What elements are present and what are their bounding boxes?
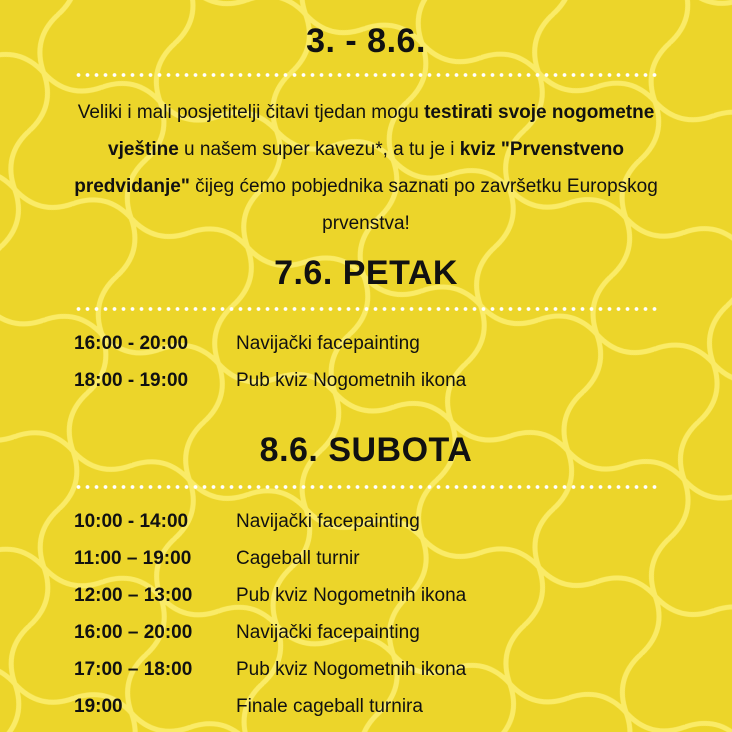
event-time: 12:00 – 13:00 [74, 585, 193, 606]
event-time: 10:00 - 14:00 [74, 511, 189, 532]
event-title: Cageball turnir [236, 548, 360, 569]
intro-bold-text: kviz "Prvenstveno predvidanje" [74, 139, 624, 197]
intro-text: u našem super kavezu*, a tu je i [178, 139, 460, 160]
schedule-row [74, 656, 694, 684]
intro-paragraph [60, 94, 672, 242]
schedule-row [74, 693, 694, 721]
intro-text: čijeg ćemo pobjednika saznati po završetku Europskog prvenstva! [189, 176, 658, 234]
schedule-row [74, 330, 694, 358]
dotted-divider [74, 73, 658, 77]
event-time: 18:00 - 19:00 [74, 370, 189, 391]
schedule-row [74, 545, 694, 573]
intro-text: Veliki i mali posjetitelji čitavi tjedan mogu [77, 102, 425, 123]
intro-heading: 3. - 8.6. [306, 22, 426, 60]
event-title: Pub kviz Nogometnih ikona [236, 659, 467, 680]
event-time: 11:00 – 19:00 [74, 548, 192, 569]
friday-heading: 7.6. PETAK [274, 254, 458, 292]
event-title: Pub kviz Nogometnih ikona [236, 370, 467, 391]
dotted-divider [74, 485, 658, 489]
event-time: 16:00 – 20:00 [74, 622, 193, 643]
dotted-divider [74, 307, 658, 311]
schedule-row [74, 619, 694, 647]
schedule-row [74, 508, 694, 536]
event-title: Finale cageball turnira [236, 696, 423, 717]
schedule-row [74, 367, 694, 395]
intro-bold-text: testirati svoje nogometne vještine [108, 102, 655, 160]
schedule-row [74, 582, 694, 610]
event-time: 19:00 [74, 696, 123, 717]
event-title: Navijački facepainting [236, 622, 420, 643]
event-time: 16:00 - 20:00 [74, 333, 189, 354]
event-title: Navijački facepainting [236, 333, 420, 354]
event-time: 17:00 – 18:00 [74, 659, 193, 680]
saturday-heading: 8.6. SUBOTA [259, 431, 473, 469]
event-title: Pub kviz Nogometnih ikona [236, 585, 467, 606]
event-title: Navijački facepainting [236, 511, 420, 532]
